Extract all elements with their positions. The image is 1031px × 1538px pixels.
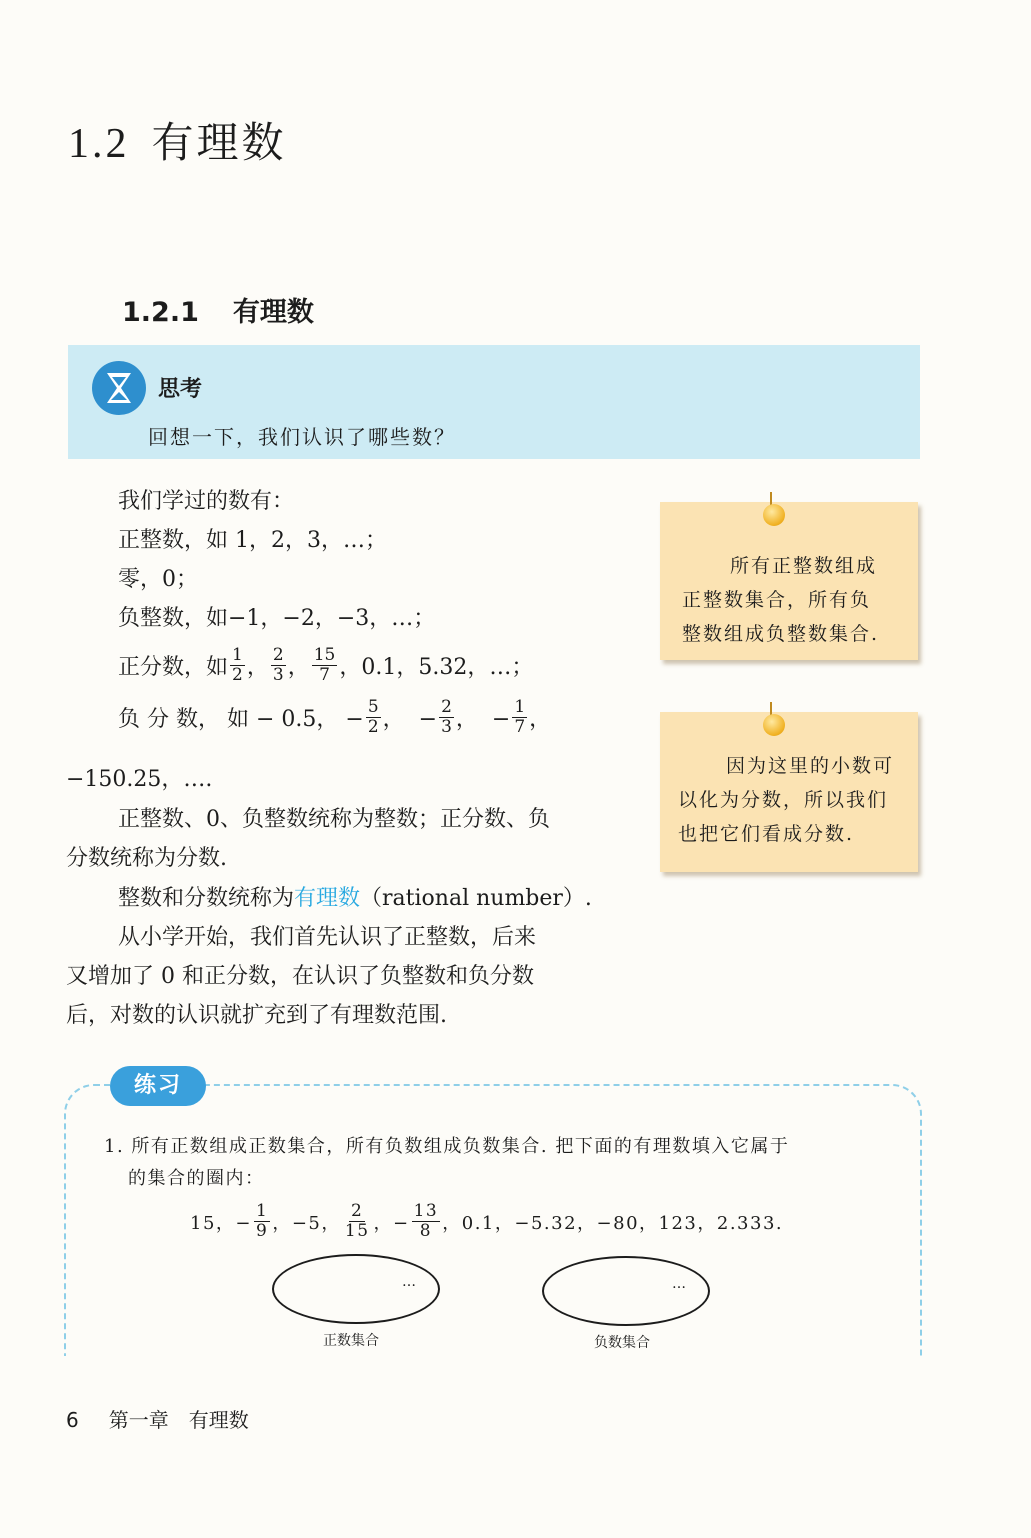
numerator: 13 xyxy=(413,1201,439,1221)
exercise-numbers xyxy=(190,1202,783,1241)
note-line: 所有正整数组成 xyxy=(730,555,878,577)
numerator: 1 xyxy=(232,645,243,665)
subsection-number: 1.2.1 xyxy=(122,297,199,328)
note-line: 正整数集合，所有负 xyxy=(682,589,872,611)
think-question: 回想一下，我们认识了哪些数？ xyxy=(148,425,456,449)
body-p2 xyxy=(118,881,592,912)
set-ellipsis: … xyxy=(402,1274,416,1290)
note-line: 整数组成负整数集合. xyxy=(682,623,880,645)
fraction xyxy=(366,698,381,737)
denominator: 9 xyxy=(256,1221,269,1241)
separator: ， xyxy=(246,655,269,680)
fraction xyxy=(271,646,286,685)
section-number: 1.2 xyxy=(68,121,130,167)
body-negative-fractions-cont: −150.25，…. xyxy=(66,767,213,792)
p2-suffix: （rational number）. xyxy=(360,886,592,911)
denominator: 8 xyxy=(419,1221,433,1241)
numerator: 2 xyxy=(351,1201,364,1221)
numerator: 15 xyxy=(313,645,336,665)
negative-set-ellipse[interactable] xyxy=(542,1256,710,1326)
section-title xyxy=(68,110,287,170)
exercise-q1-line2: 的集合的圈内： xyxy=(128,1168,265,1189)
exercise-q1-line1: 1. 所有正数组成正数集合，所有负数组成负数集合. 把下面的有理数填入它属于 xyxy=(104,1136,790,1157)
separator: ， xyxy=(529,707,552,732)
fraction xyxy=(439,698,454,737)
denominator: 3 xyxy=(272,665,284,685)
section-title-text: 有理数 xyxy=(151,118,287,167)
pos-frac-prefix: 正分数，如 xyxy=(118,655,229,680)
subsection-title xyxy=(122,290,314,329)
body-zero: 零，0； xyxy=(118,567,198,592)
denominator: 7 xyxy=(319,665,330,685)
fraction xyxy=(230,646,245,685)
page-number: 6 xyxy=(66,1408,79,1432)
hourglass-think-icon xyxy=(92,361,146,415)
denominator: 15 xyxy=(344,1221,370,1241)
exercise-tab: 练习 xyxy=(110,1066,206,1106)
note-line: 以化为分数，所以我们 xyxy=(678,789,889,811)
numbers-part: ，0.1，−5.32，−80，123，2.333. xyxy=(442,1212,784,1234)
p2-prefix: 整数和分数统称为 xyxy=(118,886,295,911)
numbers-part: ，−5， xyxy=(272,1212,341,1234)
numbers-part: ，− xyxy=(373,1212,410,1234)
body-positive-integers: 正整数，如 1，2，3，…； xyxy=(118,528,387,553)
pushpin-icon xyxy=(763,714,785,736)
think-title: 思考 xyxy=(158,377,203,402)
neg-frac-prefix: 负 分 数， 如 − 0.5， − xyxy=(118,707,364,732)
keyword-rational-number: 有理数 xyxy=(294,886,361,911)
note-line: 因为这里的小数可 xyxy=(726,755,895,777)
body-negative-integers: 负整数，如−1，−2，−3，…； xyxy=(118,606,436,631)
separator: ， xyxy=(287,655,310,680)
denominator: 3 xyxy=(441,717,452,737)
note-line: 也把它们看成分数. xyxy=(678,823,855,845)
chapter-label: 第一章 有理数 xyxy=(108,1408,249,1432)
body-p3-line2: 又增加了 0 和正分数，在认识了负整数和负分数 xyxy=(66,964,534,989)
numerator: 2 xyxy=(272,645,284,665)
positive-set-label: 正数集合 xyxy=(323,1333,379,1349)
numerator: 5 xyxy=(367,697,379,717)
numerator: 1 xyxy=(256,1201,269,1221)
positive-set-ellipse[interactable] xyxy=(272,1254,440,1324)
denominator: 2 xyxy=(232,665,243,685)
page-footer xyxy=(66,1404,249,1433)
side-note xyxy=(660,502,918,660)
body-p3-line1: 从小学开始，我们首先认识了正整数，后来 xyxy=(118,925,537,950)
body-p1-line1: 正整数、0、负整数统称为整数；正分数、负 xyxy=(118,807,550,832)
separator: ， − xyxy=(382,707,438,732)
body-p3-line3: 后，对数的认识就扩充到了有理数范围. xyxy=(66,1003,447,1028)
numbers-part: 15，− xyxy=(190,1212,252,1234)
fraction xyxy=(412,1202,441,1241)
fraction xyxy=(312,646,338,685)
pushpin-icon xyxy=(763,504,785,526)
fraction xyxy=(254,1202,270,1241)
denominator: 7 xyxy=(514,717,526,737)
body-intro: 我们学过的数有： xyxy=(118,489,295,514)
set-ellipsis: … xyxy=(672,1276,686,1292)
fraction xyxy=(343,1202,372,1241)
pos-frac-suffix: ，0.1，5.32，…； xyxy=(339,655,534,680)
body-negative-fractions xyxy=(118,698,551,737)
body-p1-line2: 分数统称为分数. xyxy=(66,846,227,871)
body-positive-fractions xyxy=(118,646,533,685)
fraction xyxy=(512,698,527,737)
think-box xyxy=(68,345,920,459)
numerator: 2 xyxy=(441,697,452,717)
separator: ， − xyxy=(455,707,511,732)
side-note xyxy=(660,712,918,872)
negative-set-label: 负数集合 xyxy=(594,1335,650,1351)
subsection-title-text: 有理数 xyxy=(232,297,314,328)
denominator: 2 xyxy=(367,717,379,737)
numerator: 1 xyxy=(514,697,526,717)
